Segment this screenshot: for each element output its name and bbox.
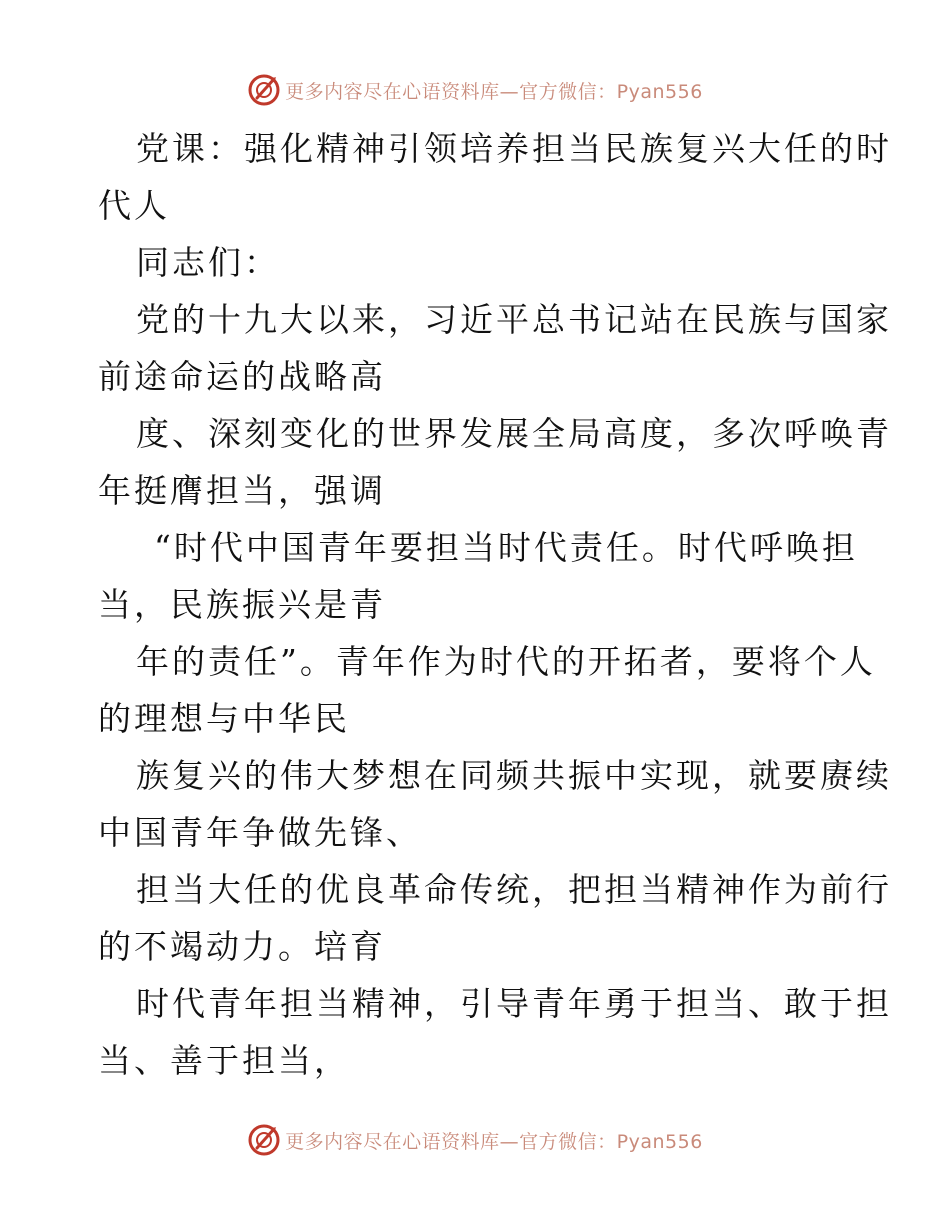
banner-text: 更多内容尽在心语资料库—官方微信：Pyan556	[285, 1130, 703, 1153]
salutation: 同志们：	[136, 243, 280, 282]
paragraph-line: 中国青年争做先锋、	[98, 813, 422, 852]
paragraph-line: 当、善于担当，	[98, 1041, 350, 1080]
paragraph-line: 的不竭动力。培育	[98, 927, 386, 966]
paragraph-line: 当，民族振兴是青	[98, 585, 386, 624]
paragraph-line: 时代青年担当精神，引导青年勇于担当、敢于担	[136, 984, 892, 1023]
document-title-line-2: 代人	[98, 186, 170, 225]
paragraph-line: 度、深刻变化的世界发展全局高度，多次呼唤青	[136, 414, 892, 453]
footer-banner	[0, 1120, 950, 1160]
header-banner	[0, 70, 950, 110]
paragraph-line: 党的十九大以来，习近平总书记站在民族与国家	[136, 300, 892, 339]
paragraph-line: 担当大任的优良革命传统，把担当精神作为前行	[136, 870, 892, 909]
paragraph-line: 年挺膺担当，强调	[98, 471, 386, 510]
document-body	[98, 120, 892, 1089]
banner-text: 更多内容尽在心语资料库—官方微信：Pyan556	[285, 80, 703, 103]
paragraph-line: 前途命运的战略高	[98, 357, 386, 396]
paragraph-line: 年的责任”。青年作为时代的开拓者，要将个人	[136, 642, 876, 681]
document-title-line-1: 党课：强化精神引领培养担当民族复兴大任的时	[136, 129, 892, 168]
logo-icon	[247, 1123, 281, 1157]
paragraph-line: 族复兴的伟大梦想在同频共振中实现，就要赓续	[136, 756, 892, 795]
logo-icon	[247, 73, 281, 107]
paragraph-line: 的理想与中华民	[98, 699, 350, 738]
paragraph-line: “时代中国青年要担当时代责任。时代呼唤担	[154, 528, 858, 567]
